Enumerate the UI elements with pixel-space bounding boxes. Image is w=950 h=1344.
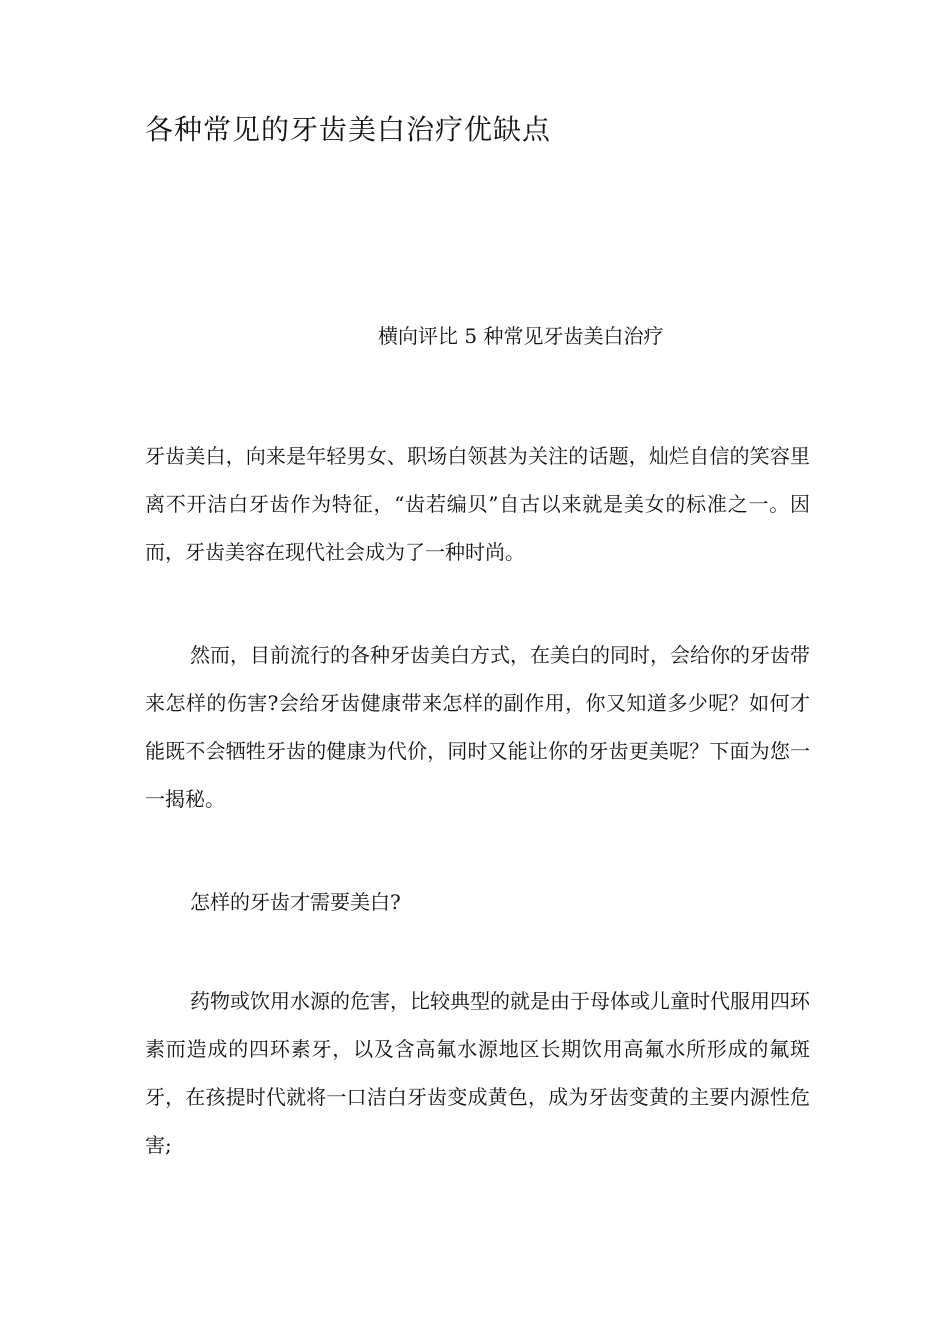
paragraph-causes: 药物或饮用水源的危害，比较典型的就是由于母体或儿童时代服用四环素而造成的四环素牙，以及含高氟水源地区长期饮用高氟水所形成的氟斑牙，在孩提时代就将一口洁白牙齿变成黄色，成为牙齿变黄的主要内源性危害; [145,989,810,1157]
section-heading: 怎样的牙齿才需要美白? [190,890,401,914]
document-subtitle: 横向评比 5 种常见牙齿美白治疗 [378,324,664,348]
paragraph-intro: 牙齿美白，向来是年轻男女、职场白领甚为关注的话题，灿烂自信的笑容里离不开洁白牙齿作为特征，“齿若编贝”自古以来就是美女的标准之一。因而，牙齿美容在现代社会成为了一种时尚。 [145,444,810,564]
paragraph-question: 然而，目前流行的各种牙齿美白方式，在美白的同时，会给你的牙齿带来怎样的伤害?会给牙齿健康带来怎样的副作用，你又知道多少呢？如何才能既不会牺牲牙齿的健康为代价，同时又能让你的牙齿更美呢？下面为您一一揭秘。 [145,643,810,811]
document-title: 各种常见的牙齿美白治疗优缺点 [145,113,552,146]
